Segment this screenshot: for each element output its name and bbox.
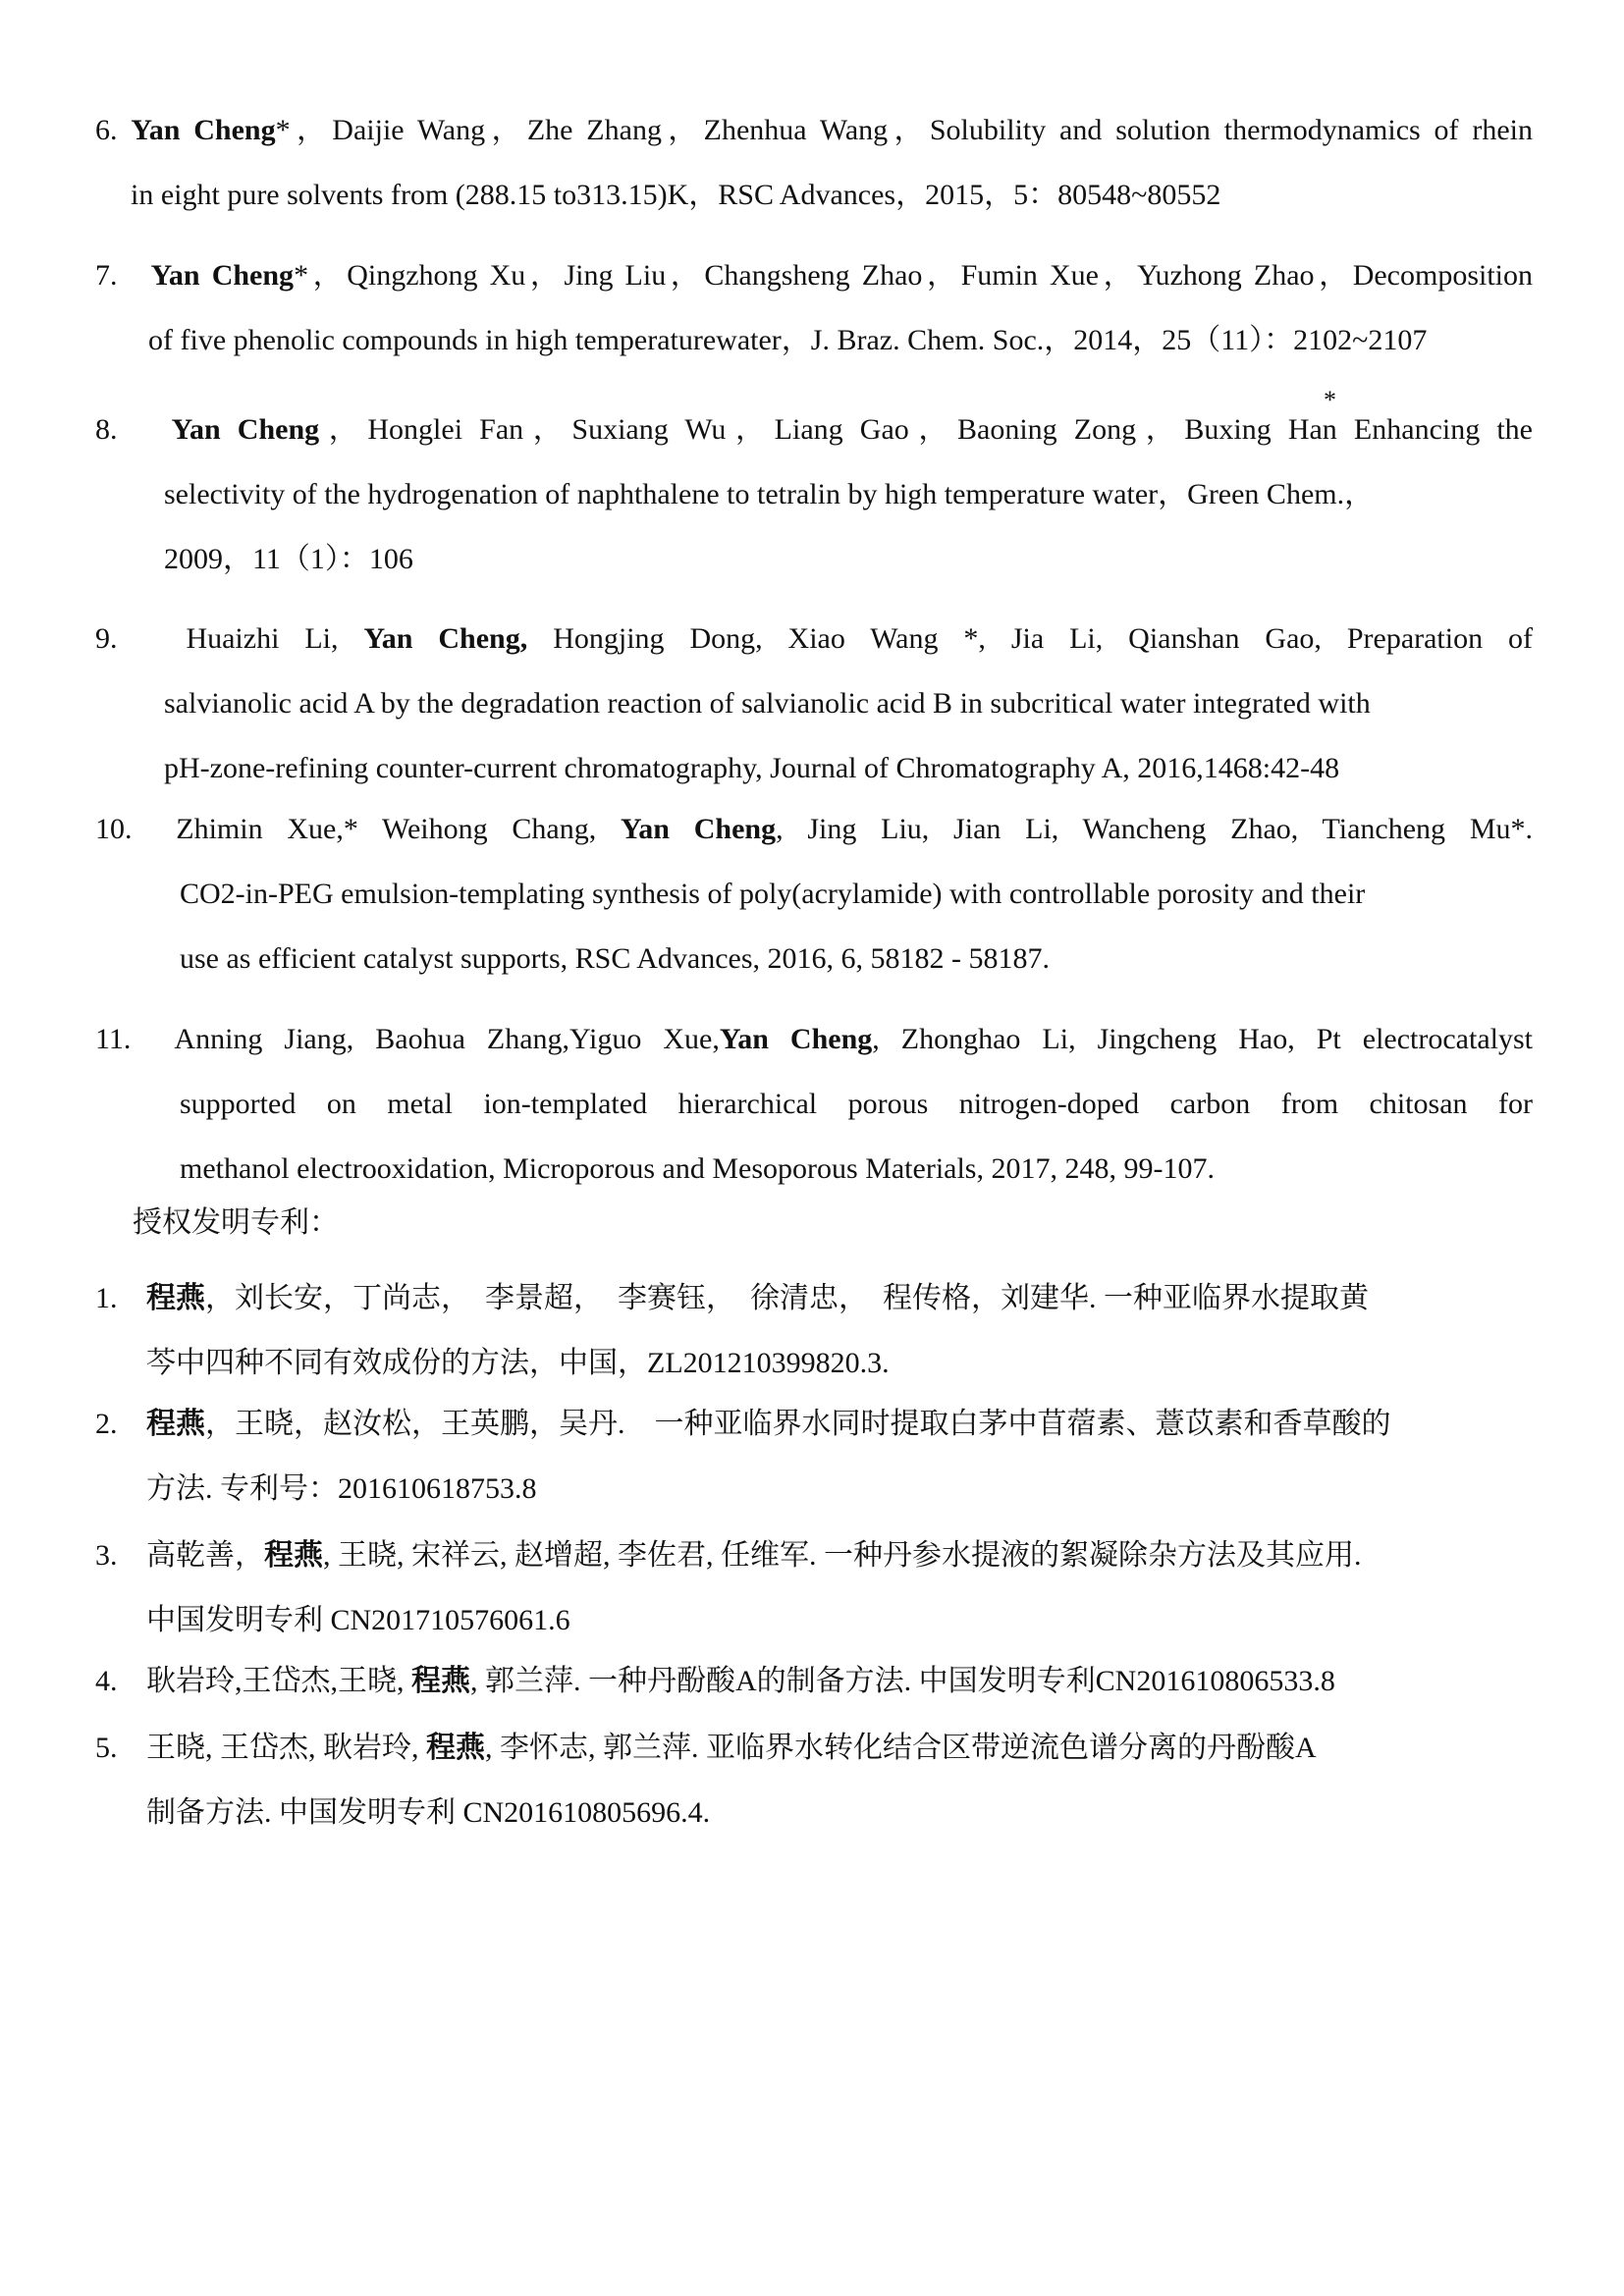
citation-text: , 郭兰萍. 一种丹酚酸A的制备方法. 中国发明专利CN201610806533.8 xyxy=(470,1665,1335,1697)
item-number: 7. xyxy=(95,259,118,292)
publication-line: methanol electrooxidation, Microporous and Mesoporous Materials, 2017, 248, 99-107. xyxy=(180,1152,1215,1185)
publication-line xyxy=(95,243,1533,308)
publication-line: use as efficient catalyst supports, RSC Advances, 2016, 6, 58182 - 58187. xyxy=(180,942,1050,975)
author-highlight: 程燕 xyxy=(264,1539,323,1572)
patent-item xyxy=(95,1649,1546,1714)
item-number: 9. xyxy=(95,622,118,655)
patent-line: 芩中四种不同有效成份的方法，中国，ZL201210399820.3. xyxy=(146,1347,890,1379)
item-number: 1. xyxy=(95,1282,118,1314)
publication-line: in eight pure solvents from (288.15 to313.15)K，RSC Advances，2015，5：80548~80552 xyxy=(131,179,1221,211)
asterisk-mark: * xyxy=(1324,386,1336,414)
author-highlight: 程燕 xyxy=(411,1665,470,1697)
publication-line: 2009，11（1）：106 xyxy=(164,543,413,575)
citation-text: 耿岩玲,王岱杰,王晓, xyxy=(146,1665,411,1697)
citation-text: ，王晓，赵汝松，王英鹏，吴丹. 一种亚临界水同时提取白茅中苜蓿素、薏苡素和香草酸的 xyxy=(205,1408,1391,1440)
patent-line xyxy=(95,1649,1546,1714)
publication-item xyxy=(95,1007,1533,1201)
citation-text: , 李怀志, 郭兰萍. 亚临界水转化结合区带逆流色谱分离的丹酚酸A xyxy=(485,1732,1317,1764)
item-number: 11. xyxy=(95,1023,132,1055)
item-number: 6. xyxy=(95,114,118,146)
publication-line xyxy=(95,797,1533,862)
author-highlight: 程燕 xyxy=(146,1408,205,1440)
citation-text: Hongjing Dong, Xiao Wang *, Jia Li, Qianshan Gao, Preparation of xyxy=(553,622,1534,655)
citation-text: ，刘长安，丁尚志， 李景超， 李赛钰， 徐清忠， 程传格，刘建华. 一种亚临界水提取黄 xyxy=(205,1282,1369,1314)
citation-text: ，Honglei Fan，Suxiang Wu，Liang Gao，Baoning Zong，Buxing Han Enhancing the xyxy=(319,413,1534,446)
patent-item xyxy=(95,1523,1546,1653)
citation-text: Huaizhi Li, xyxy=(186,622,339,655)
patent-line xyxy=(95,1523,1546,1588)
patent-line xyxy=(95,1716,1546,1781)
author-highlight: Yan Cheng xyxy=(719,1023,873,1055)
citation-text: 高乾善， xyxy=(146,1539,264,1572)
citation-text: *，Daijie Wang，Zhe Zhang，Zhenhua Wang，Solubility and solution thermodynamics of rhein xyxy=(275,114,1534,146)
patent-item xyxy=(95,1716,1546,1845)
author-highlight: 程燕 xyxy=(426,1732,485,1764)
publication-line xyxy=(95,607,1533,671)
publication-item xyxy=(95,243,1533,373)
author-highlight: 程燕 xyxy=(146,1282,205,1314)
publication-line: CO2-in-PEG emulsion-templating synthesis of poly(acrylamide) with controllable porosity and their xyxy=(180,878,1366,910)
author-highlight: Yan Cheng xyxy=(131,114,276,146)
publication-line: of five phenolic compounds in high temperaturewater，J. Braz. Chem. Soc.，2014，25（11）：2102~2107 xyxy=(148,324,1428,356)
citation-text: , Jing Liu, Jian Li, Wancheng Zhao, Tiancheng Mu*. xyxy=(776,813,1533,845)
publication-item xyxy=(95,797,1533,991)
publication-item xyxy=(95,607,1533,801)
publication-item xyxy=(95,386,1534,592)
publication-line xyxy=(95,398,1533,462)
patent-line: 制备方法. 中国发明专利 CN201610805696.4. xyxy=(146,1796,711,1829)
patent-item xyxy=(95,1392,1546,1522)
item-number: 3. xyxy=(95,1539,118,1572)
citation-text: 王晓, 王岱杰, 耿岩玲, xyxy=(146,1732,426,1764)
item-number: 2. xyxy=(95,1408,118,1440)
citation-text: *，Qingzhong Xu，Jing Liu，Changsheng Zhao，Fumin Xue，Yuzhong Zhao，Decomposition xyxy=(294,259,1534,292)
patent-line: 方法. 专利号：201610618753.8 xyxy=(146,1472,537,1505)
item-number: 4. xyxy=(95,1665,118,1697)
publication-line xyxy=(95,1007,1533,1072)
publication-line: pH-zone-refining counter-current chromatography, Journal of Chromatography A, 2016,1468:42-48 xyxy=(164,752,1340,784)
citation-text: Zhimin Xue,* Weihong Chang, xyxy=(176,813,597,845)
citation-text: , 王晓, 宋祥云, 赵增超, 李佐君, 任维军. 一种丹参水提液的絮凝除杂方法及其应用. xyxy=(323,1539,1362,1572)
publication-line: salvianolic acid A by the degradation reaction of salvianolic acid B in subcritical water integrated with xyxy=(164,687,1371,720)
author-highlight: Yan Cheng xyxy=(620,813,777,845)
publication-item xyxy=(95,98,1533,228)
author-highlight: Yan Cheng xyxy=(150,259,295,292)
citation-text: , Zhonghao Li, Jingcheng Hao, Pt electrocatalyst xyxy=(872,1023,1533,1055)
author-highlight: Yan Cheng, xyxy=(363,622,528,655)
item-number: 8. xyxy=(95,413,118,446)
publication-line: selectivity of the hydrogenation of naphthalene to tetralin by high temperature water，Green Chem.， xyxy=(164,478,1375,510)
item-number: 5. xyxy=(95,1732,118,1764)
patent-line: 中国发明专利 CN201710576061.6 xyxy=(146,1604,570,1636)
patent-item xyxy=(95,1266,1546,1396)
publication-line xyxy=(95,98,1533,163)
publication-line: supported on metal ion-templated hierarchical porous nitrogen-doped carbon from chitosan for xyxy=(180,1088,1533,1120)
citation-text: Anning Jiang, Baohua Zhang,Yiguo Xue, xyxy=(174,1023,720,1055)
patent-line xyxy=(95,1266,1546,1331)
section-heading-patents: 授权发明专利： xyxy=(133,1206,339,1239)
author-highlight: Yan Cheng xyxy=(171,413,320,446)
patent-line xyxy=(95,1392,1546,1457)
item-number: 10. xyxy=(95,813,133,845)
